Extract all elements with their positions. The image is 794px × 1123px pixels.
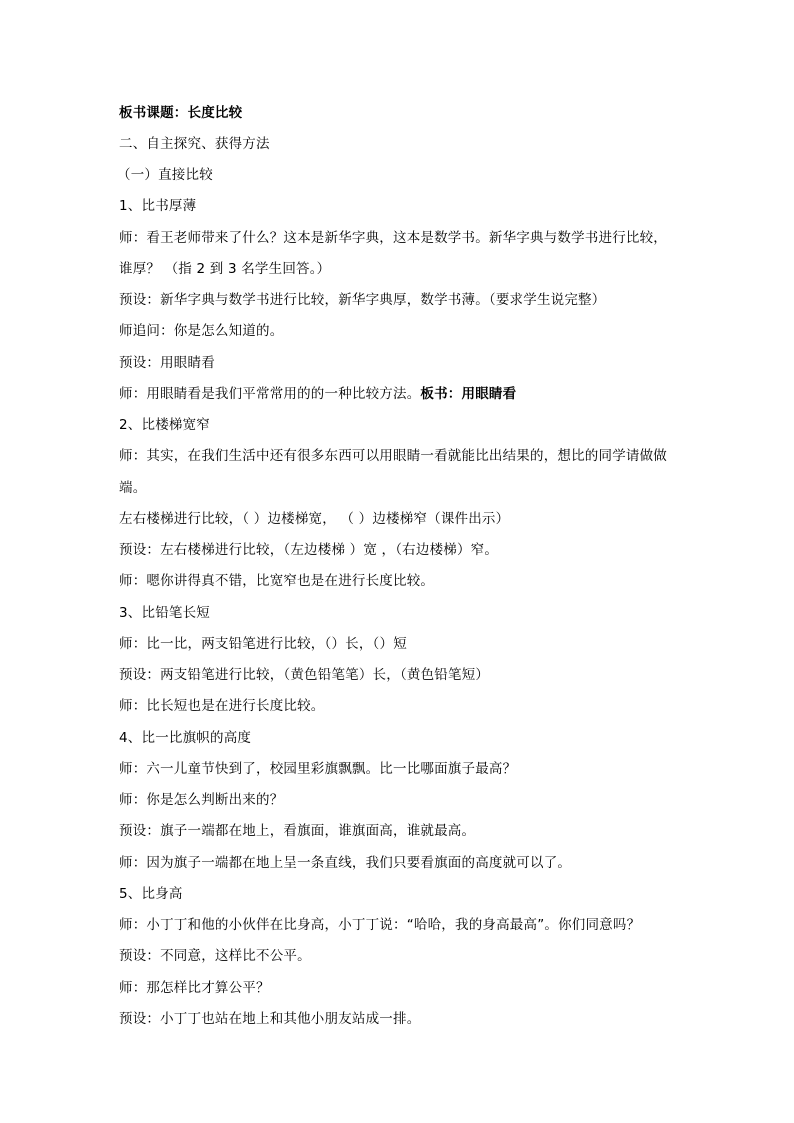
part2-line5: 师：嗯你讲得真不错，比宽窄也是在进行长度比较。 <box>119 573 435 589</box>
part4-line4: 师：因为旗子一端都在地上呈一条直线，我们只要看旗面的高度就可以了。 <box>119 855 572 871</box>
part1-line5: 预设：用眼睛看 <box>119 355 215 371</box>
part4-heading: 4、比一比旗帜的高度 <box>119 730 252 746</box>
part2-line2: 端。 <box>119 480 147 496</box>
part1-line6-board: 板书：用眼睛看 <box>420 386 517 402</box>
part3-line3: 师：比长短也是在进行长度比较。 <box>119 698 325 714</box>
part5-line3: 师：那怎样比才算公平？ <box>119 980 270 996</box>
part1-heading: 1、比书厚薄 <box>119 198 197 214</box>
subsection-heading: （一）直接比较 <box>117 167 213 183</box>
part3-line1: 师：比一比，两支铅笔进行比较，（）长，（）短 <box>119 636 407 652</box>
part4-line3: 预设：旗子一端都在地上，看旗面，谁旗面高，谁就最高。 <box>119 823 476 839</box>
part1-line1: 师：看王老师带来了什么？这本是新华字典，这本是数学书。新华字典与数学书进行比较， <box>119 230 667 246</box>
part2-line4: 预设：左右楼梯进行比较，（左边楼梯 ）宽 ，（右边楼梯）窄。 <box>119 542 499 558</box>
section-heading: 二、自主探究、获得方法 <box>119 136 270 152</box>
part2-line3: 左右楼梯进行比较，（ ）边楼梯宽， （ ）边楼梯窄（课件出示） <box>119 511 510 527</box>
board-title-main: 长度比较 <box>187 105 243 121</box>
part1-line2: 谁厚？ （指 2 到 3 名学生回答。） <box>119 261 331 277</box>
part4-line1: 师：六一儿童节快到了，校园里彩旗飘飘。比一比哪面旗子最高？ <box>119 761 517 777</box>
part3-heading: 3、比铅笔长短 <box>119 605 210 621</box>
part1-line3: 预设：新华字典与数学书进行比较，新华字典厚，数学书薄。（要求学生说完整） <box>119 292 606 308</box>
part5-heading: 5、比身高 <box>119 886 183 902</box>
part5-line2: 预设：不同意，这样比不公平。 <box>119 948 311 964</box>
part5-line4: 预设：小丁丁也站在地上和其他小朋友站成一排。 <box>119 1011 421 1027</box>
board-title <box>119 104 242 122</box>
board-title-prefix: 板书课题： <box>119 105 188 121</box>
part1-line4: 师追问：你是怎么知道的。 <box>119 323 284 339</box>
part2-line1: 师：其实，在我们生活中还有很多东西可以用眼睛一看就能比出结果的，想比的同学请做做 <box>119 448 667 464</box>
part3-line2: 预设：两支铅笔进行比较，（黄色铅笔笔）长，（黄色铅笔短） <box>119 667 490 683</box>
part5-line1: 师：小丁丁和他的小伙伴在比身高，小丁丁说：“哈哈，我的身高最高”。你们同意吗？ <box>119 917 641 933</box>
part2-heading: 2、比楼梯宽窄 <box>119 417 210 433</box>
part4-line2: 师：你是怎么判断出来的？ <box>119 792 284 808</box>
part1-line6 <box>119 385 516 403</box>
part1-line6-text: 师：用眼睛看是我们平常常用的的一种比较方法。 <box>119 386 421 402</box>
